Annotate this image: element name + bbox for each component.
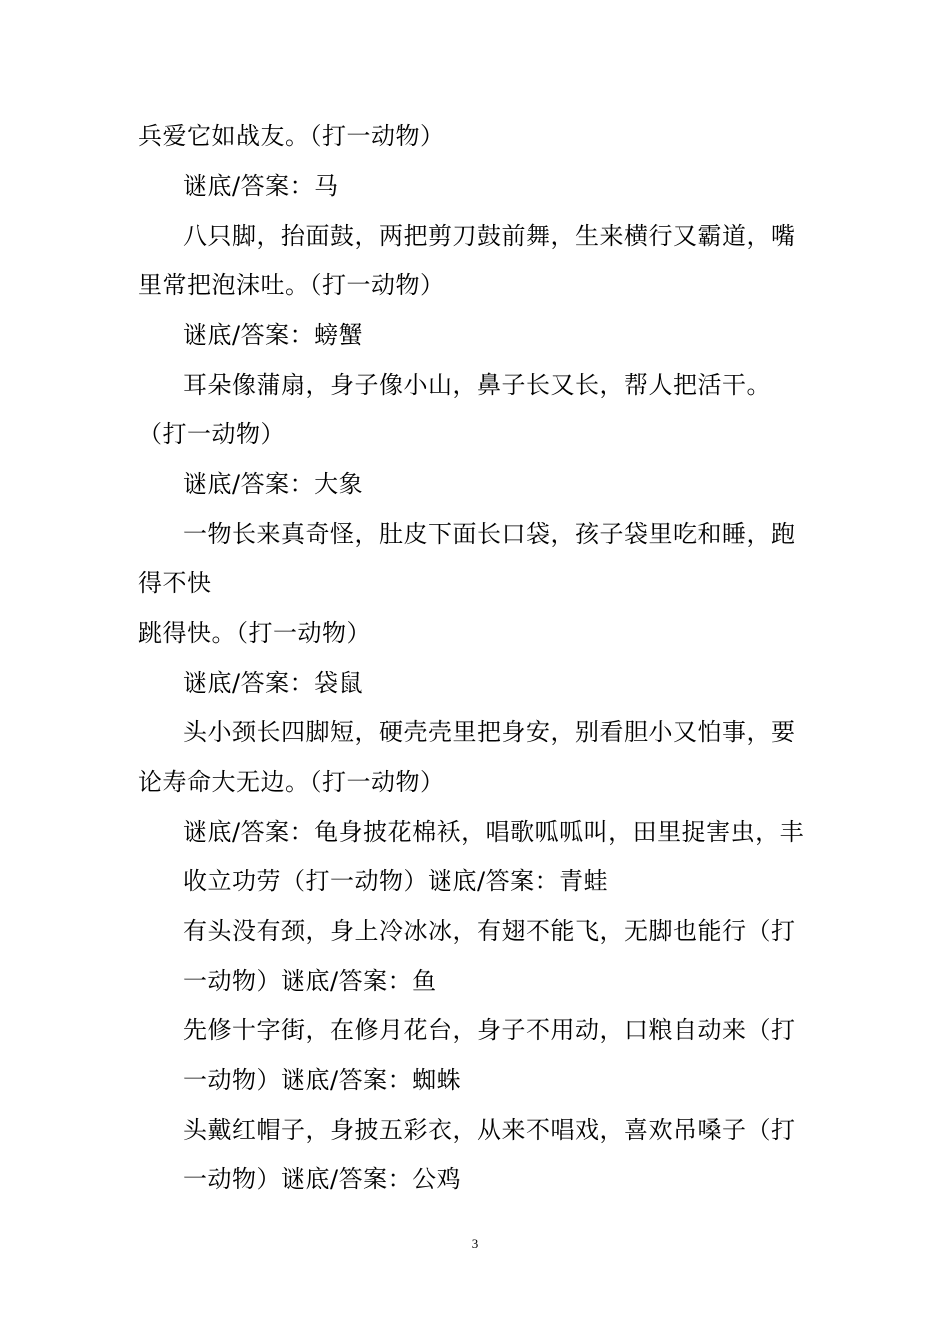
text-line: 谜底/答案：大象	[183, 470, 364, 498]
page-number: 3	[471, 1236, 479, 1251]
text-line: 论寿命大无边。（打一动物）	[138, 768, 445, 796]
text-line: 里常把泡沫吐。（打一动物）	[138, 271, 445, 299]
text-line: 一动物）谜底/答案：鱼	[183, 967, 437, 995]
text-line: 耳朵像蒲扇，身子像小山，鼻子长又长，帮人把活干。	[183, 371, 771, 399]
text-line: 一动物）谜底/答案：蜘蛛	[183, 1066, 462, 1094]
text-line: 跳得快。（打一动物）	[138, 619, 371, 647]
text-line: 谜底/答案：龟身披花棉袄，唱歌呱呱叫，田里捉害虫，丰	[183, 818, 805, 846]
text-line: 得不快	[138, 569, 212, 597]
text-line: 一动物）谜底/答案：公鸡	[183, 1165, 462, 1193]
text-line: 收立功劳（打一动物）谜底/答案：青蛙	[183, 867, 609, 895]
text-line: 头小颈长四脚短，硬壳壳里把身安，别看胆小又怕事，要	[183, 718, 796, 746]
text-line: 谜底/答案：马	[183, 172, 339, 200]
text-line: 谜底/答案：袋鼠	[183, 669, 364, 697]
text-line: 先修十字街，在修月花台，身子不用动，口粮自动来（打	[183, 1016, 796, 1044]
text-line: 有头没有颈，身上冷冰冰，有翅不能飞，无脚也能行（打	[183, 917, 796, 945]
text-line: （打一动物）	[138, 420, 285, 448]
text-line: 兵爱它如战友。（打一动物）	[138, 122, 445, 150]
text-line: 一物长来真奇怪，肚皮下面长口袋，孩子袋里吃和睡，跑	[183, 520, 796, 548]
text-line: 谜底/答案：螃蟹	[183, 321, 364, 349]
text-line: 八只脚，抬面鼓，两把剪刀鼓前舞，生来横行又霸道，嘴	[183, 222, 796, 250]
text-line: 头戴红帽子，身披五彩衣，从来不唱戏，喜欢吊嗓子（打	[183, 1116, 796, 1144]
